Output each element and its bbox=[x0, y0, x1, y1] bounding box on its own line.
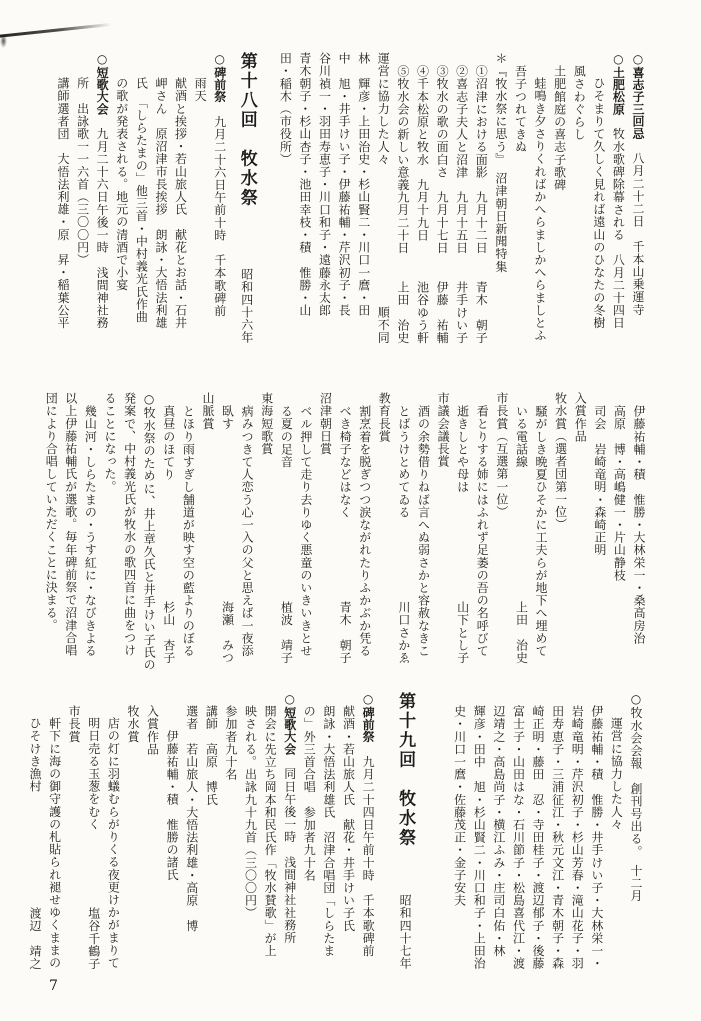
text-column bbox=[547, 692, 567, 970]
column-text: 真昼のほてり bbox=[161, 404, 176, 481]
text-column bbox=[276, 392, 296, 664]
text-band-top bbox=[52, 52, 647, 344]
column-text bbox=[611, 52, 625, 329]
column-text bbox=[361, 692, 375, 957]
text-column bbox=[119, 392, 139, 664]
text-column bbox=[508, 692, 528, 970]
section-year: 昭和四十六年 bbox=[239, 268, 254, 344]
column-text: 青木朝子・杉山杏子・池田幸枝・積 惟勝・山 bbox=[297, 52, 312, 317]
text-column bbox=[111, 52, 131, 344]
column-text: 講師選者団 大悟法利雄・原 昇・稲葉公平 bbox=[55, 77, 70, 330]
author-name: 池谷ゆう軒 bbox=[415, 281, 430, 344]
column-text: 牧水賞 bbox=[125, 704, 140, 743]
text-column bbox=[150, 52, 170, 344]
section-label: ○喜志子三回忌 bbox=[631, 52, 645, 140]
column-text: 逝きしとや母は bbox=[455, 404, 470, 493]
text-column bbox=[374, 392, 394, 664]
text-column bbox=[217, 392, 237, 664]
text-column bbox=[60, 392, 80, 664]
text-column bbox=[625, 692, 645, 970]
text-column bbox=[471, 52, 491, 344]
column-text: 以上伊藤祐輔氏が選歌。毎年碑前祭で沼津合唱 bbox=[63, 392, 78, 657]
column-text bbox=[213, 52, 227, 317]
text-column bbox=[295, 392, 315, 664]
column-text: 献酒・若山旅人氏 献花・井手けい子氏 bbox=[341, 704, 356, 932]
column-text: 谷川禎一・羽田寿恵子・川口和子・遠藤永太郎 bbox=[317, 52, 332, 317]
text-column bbox=[318, 692, 338, 970]
column-text: 市長賞（互選第一位） bbox=[494, 392, 509, 518]
column-text: 田・稲木（市役所） bbox=[278, 52, 293, 166]
section-label: ○碑前祭 bbox=[361, 692, 376, 743]
text-column bbox=[335, 392, 355, 664]
column-text: の歌が発表される。地元の清酒で小宴 bbox=[114, 77, 129, 292]
column-text: 伊藤祐輔・積 惟勝の諸氏 bbox=[165, 729, 180, 881]
column-text: 団により合唱していただくことに決まる。 bbox=[44, 392, 59, 632]
column-text: 講師 高原 博氏 bbox=[204, 704, 219, 806]
text-column bbox=[162, 692, 182, 970]
column-text: 献酒と挨拶・若山旅人氏 献花とお話・石井 bbox=[173, 77, 188, 330]
author-name: 伊藤 祐輔 bbox=[435, 281, 450, 344]
section-heading bbox=[233, 52, 261, 344]
text-column bbox=[589, 392, 609, 664]
text-column bbox=[201, 692, 221, 970]
column-text: 運営に協力した人々 bbox=[609, 717, 624, 831]
column-text: 教育長賞 bbox=[377, 392, 392, 443]
text-column bbox=[338, 692, 358, 970]
text-column bbox=[608, 52, 628, 344]
text-band-middle bbox=[41, 392, 648, 672]
column-text: 酒の余勢借りねば言へぬ弱さかと容赦なきこ bbox=[416, 404, 431, 657]
column-text: ○牧水会会報 創刊号出る。 十二月 bbox=[629, 692, 643, 903]
text-column bbox=[190, 52, 210, 344]
column-text: 市長賞 bbox=[67, 704, 82, 743]
text-column bbox=[158, 392, 178, 664]
author-name: 上田 治史 bbox=[395, 281, 410, 344]
text-column bbox=[491, 392, 511, 664]
column-text: ることになった。 bbox=[102, 392, 117, 493]
column-text: 病みつきて人恋う心一入の父と思えば一夜添 bbox=[240, 404, 255, 657]
author-name: 植波 靖子 bbox=[279, 601, 294, 664]
author-name: 川口さかゑ bbox=[396, 601, 411, 664]
column-text: 沼津朝日賞 bbox=[318, 392, 333, 455]
text-column bbox=[373, 52, 393, 344]
column-text: 選者 若山旅人・大悟法利雄・高原 博 bbox=[184, 704, 199, 932]
text-column bbox=[392, 52, 412, 344]
text-column bbox=[549, 52, 569, 344]
column-text-rest: 八月二十二日 千本山乗運寺 bbox=[631, 139, 645, 316]
column-text: ひそけき漁村 bbox=[27, 717, 42, 793]
column-text-rest: 九月二十六日午前十時 千本歌碑前 bbox=[212, 102, 227, 318]
text-column bbox=[550, 392, 570, 664]
column-text: 市議会議長賞 bbox=[436, 392, 451, 468]
text-column bbox=[24, 692, 44, 970]
text-column bbox=[628, 392, 648, 664]
text-column bbox=[353, 52, 373, 344]
column-text bbox=[283, 692, 297, 944]
column-text: 山脈賞 bbox=[200, 392, 215, 430]
text-column bbox=[41, 392, 61, 664]
column-text: 高原 博・高嶋健一・片山静枝 bbox=[612, 404, 627, 581]
text-column bbox=[99, 392, 119, 664]
column-text: ②喜志子夫人と沼津 九月十五日 bbox=[454, 64, 469, 254]
column-text: いる電話線 bbox=[514, 404, 529, 468]
author-name: 海瀬 みつ bbox=[220, 601, 235, 664]
text-column bbox=[256, 392, 276, 664]
column-text: 吾子つれてきぬ bbox=[513, 64, 528, 153]
column-text: 辺靖之・高島尚子・横江ふみ・庄司白佑・林 bbox=[491, 704, 506, 957]
column-text: 雨天 bbox=[193, 77, 208, 103]
column-text: 軒下に海の御守護の札貼られ褪せゆくままの bbox=[47, 717, 62, 970]
text-column bbox=[237, 392, 257, 664]
column-text: 中 旭・井手けい子・伊藤祐輔・芹沢初子・長 bbox=[337, 52, 352, 317]
column-text bbox=[95, 52, 109, 329]
text-column bbox=[452, 392, 472, 664]
column-text: 入賞作品 bbox=[145, 704, 160, 755]
column-text: る夏の足音 bbox=[279, 404, 294, 468]
text-column bbox=[627, 52, 647, 344]
column-text: 司会 岩崎竜明・森崎正明 bbox=[592, 404, 607, 556]
text-column bbox=[197, 392, 217, 664]
text-column bbox=[44, 692, 64, 970]
column-text: ④千本松原と牧水 九月十九日 bbox=[415, 64, 430, 241]
text-column bbox=[209, 52, 229, 344]
column-text: 発案で、中村義光氏が牧水の歌四首に曲をつけ bbox=[122, 392, 137, 657]
column-text: 店の灯に羽蟻むらがりくる夜更けかがまりて bbox=[106, 717, 121, 970]
text-column bbox=[586, 692, 606, 970]
text-column bbox=[527, 692, 547, 970]
section-year: 昭和四十七年 bbox=[398, 894, 413, 970]
author-name: 上田 治史 bbox=[514, 601, 529, 664]
column-text: 伊藤祐輔・積 惟勝・井手けい子・大林栄一・ bbox=[589, 704, 604, 970]
text-column bbox=[529, 52, 549, 344]
column-text-rest: 九月二十四日午前十時 千本歌碑前 bbox=[361, 742, 376, 958]
column-text-rest: 牧水歌碑除幕される 八月二十四日 bbox=[611, 115, 626, 330]
text-column bbox=[294, 52, 314, 344]
text-column bbox=[131, 52, 151, 344]
section-label: ○短歌大会 bbox=[95, 52, 110, 115]
column-text: ひそまりて久しく見れば遠山のひなたの冬樹 bbox=[591, 77, 606, 330]
column-text: 入賞作品 bbox=[573, 392, 588, 443]
column-text: 割烹着を脱ぎつつ涙ながれたりふかぶか凭る bbox=[357, 404, 372, 657]
column-text: 運営に協力した人々 bbox=[376, 52, 391, 166]
column-text: ○牧水祭のために、井上章久氏と井手けい子氏の bbox=[142, 392, 157, 672]
text-column bbox=[139, 392, 159, 672]
section-title: 第十九回 牧水祭 bbox=[395, 692, 416, 848]
scan-artifact-streak bbox=[0, 23, 112, 38]
scan-artifact-spot bbox=[0, 34, 7, 48]
column-text: ①沼津における面影 九月十二日 bbox=[474, 64, 489, 254]
text-column bbox=[412, 52, 432, 344]
text-column bbox=[354, 392, 374, 664]
column-text: とほり雨すぎし舗道が映す空の藍よりのぼる bbox=[181, 404, 196, 657]
section-label: ○碑前祭 bbox=[212, 52, 227, 103]
text-column bbox=[530, 392, 550, 664]
text-column bbox=[511, 392, 531, 664]
column-text: 林 輝彦・上田治史・杉山賢二・川口一麿・田 bbox=[356, 52, 371, 317]
text-column bbox=[570, 392, 590, 664]
column-text: 参加者九十名 bbox=[223, 704, 238, 781]
section-label: ○短歌大会 bbox=[282, 692, 297, 755]
section-title: 第十八回 牧水祭 bbox=[236, 52, 257, 208]
column-text: 映される。出詠九十九首（三〇〇円） bbox=[243, 704, 258, 919]
column-text bbox=[631, 52, 645, 316]
text-column bbox=[472, 392, 492, 664]
column-text: 所 出詠歌一一六首（三〇〇円） bbox=[75, 77, 90, 267]
column-text: 氏 「しらたまの」他三首・中村義光氏作曲 bbox=[134, 77, 149, 324]
text-column bbox=[606, 692, 626, 970]
page-number: 7 bbox=[49, 978, 59, 994]
author-name: 山下とし子 bbox=[455, 601, 470, 664]
column-text: 幾山河・しらたまの・うす紅に・なびきよる bbox=[83, 404, 98, 657]
text-column bbox=[413, 392, 433, 664]
text-column bbox=[431, 52, 451, 344]
column-text: 史・川口一麿・佐藤茂正・金子安夫 bbox=[452, 704, 467, 907]
column-text: 牧水賞（選者団第一位） bbox=[553, 392, 568, 531]
text-column bbox=[170, 52, 190, 344]
column-text: 田寿恵子・三浦征江・秋元文江・青木朝子・森 bbox=[550, 704, 565, 970]
text-column bbox=[334, 52, 354, 344]
text-column bbox=[488, 692, 508, 970]
column-text: 伊藤祐輔・積 惟勝・大林栄一・桑高房治 bbox=[632, 404, 646, 644]
author-name: 塩谷千鶴子 bbox=[86, 907, 101, 970]
column-text: 土肥館庭の喜志子歌碑 bbox=[552, 64, 567, 191]
column-text: 岬さん 原沼津市長挨拶 朗詠・大悟法利雄 bbox=[153, 77, 168, 330]
text-column bbox=[142, 692, 162, 970]
text-column bbox=[299, 692, 319, 970]
column-text: 富士子・山田はな・石川節子・松島喜代江・渡 bbox=[511, 704, 526, 970]
column-text: 崎正明・藤田 忍・寺田桂子・渡辺郁子・後藤 bbox=[531, 704, 546, 970]
text-column bbox=[588, 52, 608, 344]
text-column bbox=[275, 52, 295, 344]
column-text: ③牧水の歌の面白さ 九月十七日 bbox=[435, 64, 450, 254]
text-column bbox=[178, 392, 198, 664]
column-text: の」外三首合唱 参加者九十名 bbox=[302, 704, 317, 881]
text-column bbox=[314, 52, 334, 344]
text-column bbox=[357, 692, 377, 970]
column-text: ベル押して走り去りゆく悪童のいきいきとせ bbox=[298, 404, 313, 657]
text-band-bottom bbox=[24, 692, 645, 970]
column-text: 騒がしき晩夏ひそかに工夫らが地下へ埋めて bbox=[534, 404, 549, 657]
text-column bbox=[469, 692, 489, 970]
text-column bbox=[80, 392, 100, 664]
author-name: 青木 朝子 bbox=[338, 601, 353, 664]
section-label: ○土肥松原 bbox=[611, 52, 626, 115]
column-text: 開会に先立ち岡本和民氏作「牧水賛歌」が上 bbox=[263, 704, 278, 957]
text-column bbox=[393, 392, 413, 664]
text-column bbox=[122, 692, 142, 970]
note-text: 順不同 bbox=[376, 306, 391, 344]
text-column bbox=[315, 392, 335, 664]
column-text-rest: 九月二十六日午後一時 浅間神社務 bbox=[95, 115, 110, 330]
text-column bbox=[92, 52, 112, 344]
text-column bbox=[449, 692, 469, 970]
text-column bbox=[72, 52, 92, 344]
text-column bbox=[569, 52, 589, 344]
column-text: 明日売る玉葱をむく bbox=[86, 717, 101, 831]
text-column bbox=[567, 692, 587, 970]
text-column bbox=[83, 692, 103, 970]
text-column bbox=[451, 52, 471, 344]
column-text: 風さわぐらし bbox=[572, 64, 587, 141]
text-column bbox=[52, 52, 72, 344]
text-column bbox=[103, 692, 123, 970]
text-column bbox=[220, 692, 240, 970]
section-heading bbox=[391, 692, 419, 970]
column-text: 看とりする姉にはふれず足萎の吾の名呼びて bbox=[475, 404, 490, 657]
column-text: 輝彦・田中 旭・杉山賢二・川口和子・上田治 bbox=[472, 704, 487, 970]
column-text: 臥す bbox=[220, 404, 235, 430]
text-column bbox=[64, 692, 84, 970]
text-column bbox=[279, 692, 299, 970]
text-column bbox=[490, 52, 510, 344]
column-text: とばうけとめてゐる bbox=[396, 404, 411, 518]
column-text: 岩崎竜明・芹沢初子・杉山芳春・滝山花子・羽 bbox=[570, 704, 585, 970]
text-column bbox=[260, 692, 280, 970]
text-column bbox=[432, 392, 452, 664]
column-text: べき椅子などはなく bbox=[338, 404, 353, 518]
author-name: 井手けい子 bbox=[454, 281, 469, 344]
author-name: 青木 朝子 bbox=[474, 281, 489, 344]
column-text: 蛙鳴き夕さりくればかへらましかへらましとふ bbox=[533, 77, 548, 342]
column-text-rest: 同日午後一時 浅間神社社務所 bbox=[282, 755, 297, 944]
column-text: ＊『牧水祭に思う』 沼津朝日新聞特集 bbox=[493, 52, 508, 273]
author-name: 杉山 杏子 bbox=[161, 601, 176, 664]
text-column bbox=[181, 692, 201, 970]
author-name: 渡辺 靖之 bbox=[27, 907, 42, 970]
text-column bbox=[240, 692, 260, 970]
text-column bbox=[510, 52, 530, 344]
column-text: ⑤牧水会の新しい意義九月二十日 bbox=[395, 64, 410, 254]
text-column bbox=[609, 392, 629, 664]
column-text: 東海短歌賞 bbox=[259, 392, 274, 455]
column-text: 朗詠・大悟法利雄氏 沼津合唱団「しらたま bbox=[321, 704, 336, 957]
